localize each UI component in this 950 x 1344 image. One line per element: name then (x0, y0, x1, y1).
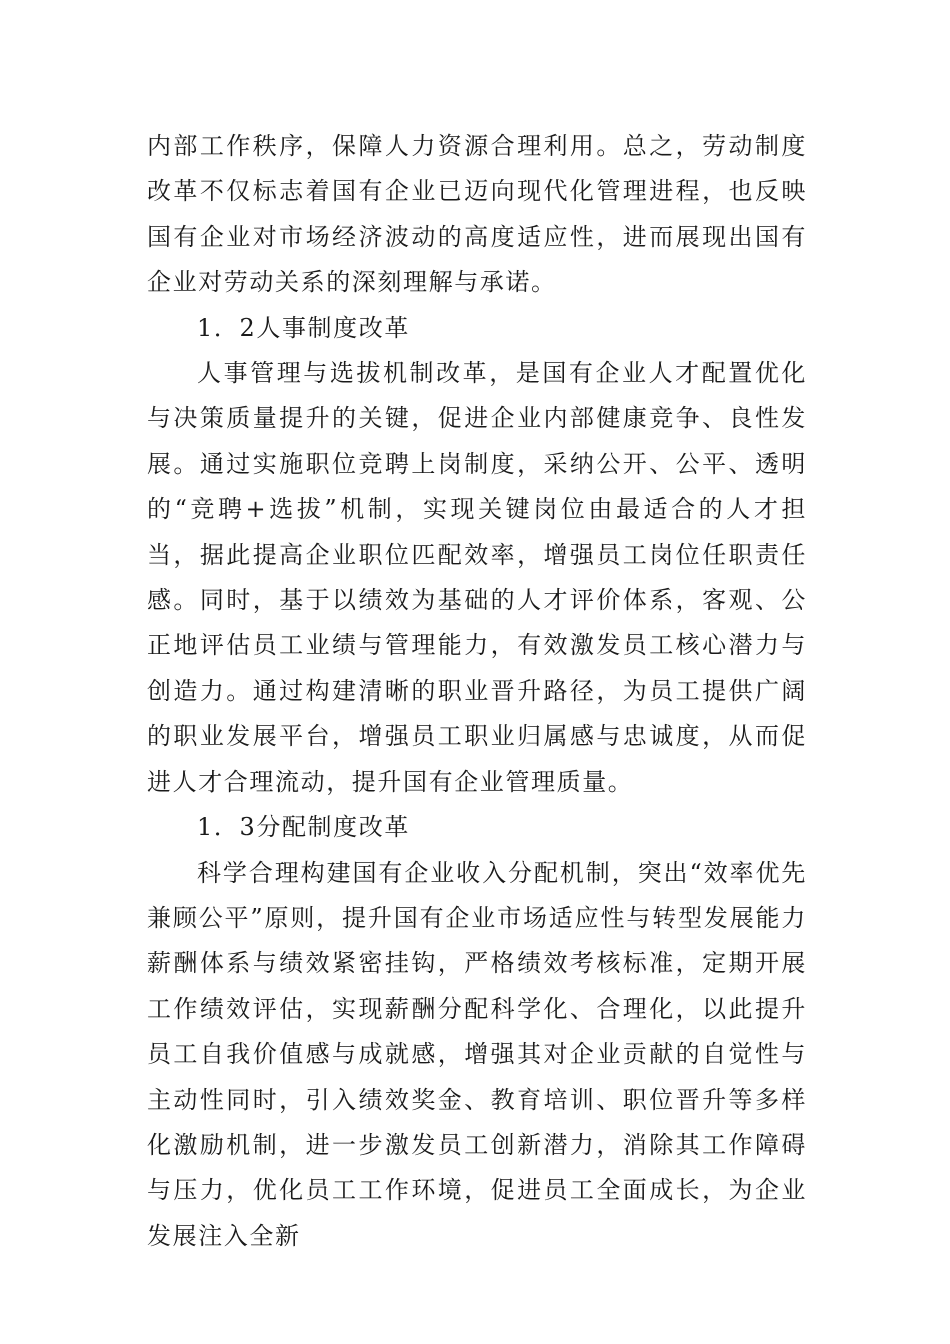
paragraph-personnel-reform: 人事管理与选拔机制改革，是国有企业人才配置优化与决策质量提升的关键，促进企业内部健康竞争、良性发展。通过实施职位竞聘上岗制度，采纳公开、公平、透明的“竞聘+选拔”机制，实现关键岗位由最适合的人才担当，据此提高企业职位匹配效率，增强员工岗位任职责任感。同时，基于以绩效为基础的人才评价体系，客观、公正地评估员工业绩与管理能力，有效激发员工核心潜力与创造力。通过构建清晰的职业晋升路径，为员工提供广阔的职业发展平台，增强员工职业归属感与忠诚度，从而促进人才合理流动，提升国有企业管理质量。 (147, 359, 807, 796)
body-text (147, 124, 807, 1259)
section-heading-1-3: 1．3分配制度改革 (197, 813, 410, 842)
section-heading-1-2: 1．2人事制度改革 (197, 313, 410, 342)
paragraph-distribution-reform: 科学合理构建国有企业收入分配机制，突出“效率优先兼顾公平”原则，提升国有企业市场适应性与转型发展能力薪酬体系与绩效紧密挂钩，严格绩效考核标准，定期开展工作绩效评估，实现薪酬分配科学化、合理化，以此提升员工自我价值感与成就感，增强其对企业贡献的自觉性与主动性同时，引入绩效奖金、教育培训、职位晋升等多样化激励机制，进一步激发员工创新潜力，消除其工作障碍与压力，优化员工工作环境，促进员工全面成长，为企业发展注入全新 (147, 858, 807, 1250)
paragraph-continuation: 内部工作秩序，保障人力资源合理利用。总之，劳动制度改革不仅标志着国有企业已迈向现代化管理进程，也反映国有企业对市场经济波动的高度适应性，进而展现出国有企业对劳动关系的深刻理解与承诺。 (147, 132, 807, 297)
